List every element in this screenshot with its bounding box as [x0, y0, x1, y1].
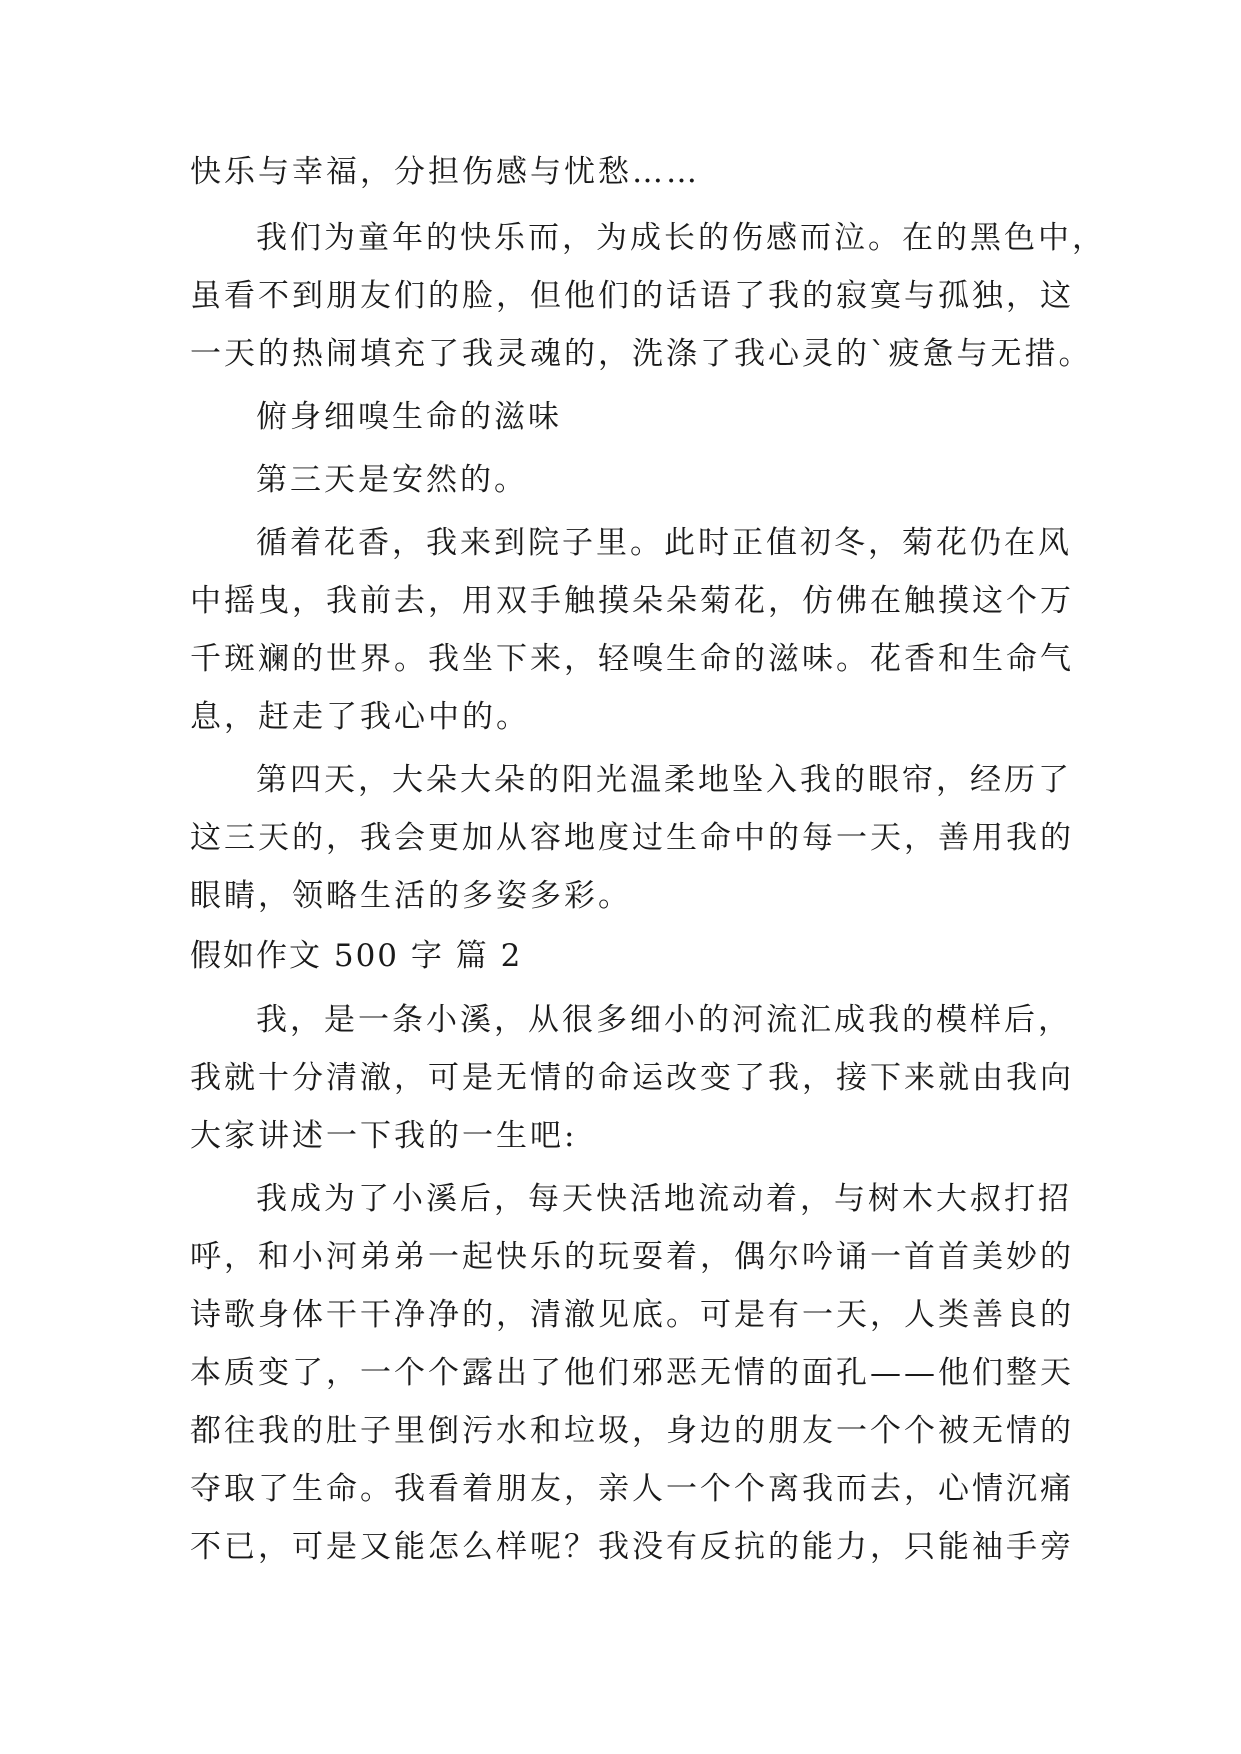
text-line: 虽看不到朋友们的脸，但他们的话语了我的寂寞与孤独，这: [190, 278, 1074, 314]
section-heading: 假如作文 500 字 篇 2: [190, 938, 523, 974]
text-line: 大家讲述一下我的一生吧:: [190, 1118, 578, 1154]
paragraph-start-line: 第四天，大朵大朵的阳光温柔地坠入我的眼帘，经历了: [256, 762, 1072, 798]
text-line: 眼睛，领略生活的多姿多彩。: [190, 878, 632, 914]
paragraph-start-line: 我们为童年的快乐而，为成长的伤感而泣。在的黑色中，: [256, 220, 1106, 256]
text-line: 诗歌身体干干净净的，清澈见底。可是有一天，人类善良的: [190, 1297, 1074, 1333]
text-line: 呼，和小河弟弟一起快乐的玩耍着，偶尔吟诵一首首美妙的: [190, 1239, 1074, 1275]
text-line: 快乐与幸福，分担伤感与忧愁……: [190, 154, 700, 190]
text-line: 这三天的，我会更加从容地度过生命中的每一天，善用我的: [190, 820, 1074, 856]
subheading-line: 俯身细嗅生命的滋味: [256, 399, 562, 435]
paragraph-start-line: 我成为了小溪后，每天快活地流动着，与树木大叔打招: [256, 1181, 1072, 1217]
text-line: 息，赶走了我心中的。: [190, 699, 530, 735]
paragraph-start-line: 我，是一条小溪，从很多细小的河流汇成我的模样后，: [256, 1002, 1072, 1038]
text-line: 本质变了，一个个露出了他们邪恶无情的面孔——他们整天: [190, 1355, 1074, 1391]
text-line: 都往我的肚子里倒污水和垃圾，身边的朋友一个个被无情的: [190, 1413, 1074, 1449]
text-line: 中摇曳，我前去，用双手触摸朵朵菊花，仿佛在触摸这个万: [190, 583, 1074, 619]
paragraph-start-line: 第三天是安然的。: [256, 462, 528, 498]
paragraph-start-line: 循着花香，我来到院子里。此时正值初冬，菊花仍在风: [256, 525, 1072, 561]
text-line: 一天的热闹填充了我灵魂的，洗涤了我心灵的`疲惫与无措。: [190, 336, 1093, 372]
text-line: 千斑斓的世界。我坐下来，轻嗅生命的滋味。花香和生命气: [190, 641, 1074, 677]
text-line: 夺取了生命。我看着朋友，亲人一个个离我而去，心情沉痛: [190, 1471, 1074, 1507]
text-line: 我就十分清澈，可是无情的命运改变了我，接下来就由我向: [190, 1060, 1074, 1096]
text-line: 不已，可是又能怎么样呢？我没有反抗的能力，只能袖手旁: [190, 1529, 1074, 1565]
